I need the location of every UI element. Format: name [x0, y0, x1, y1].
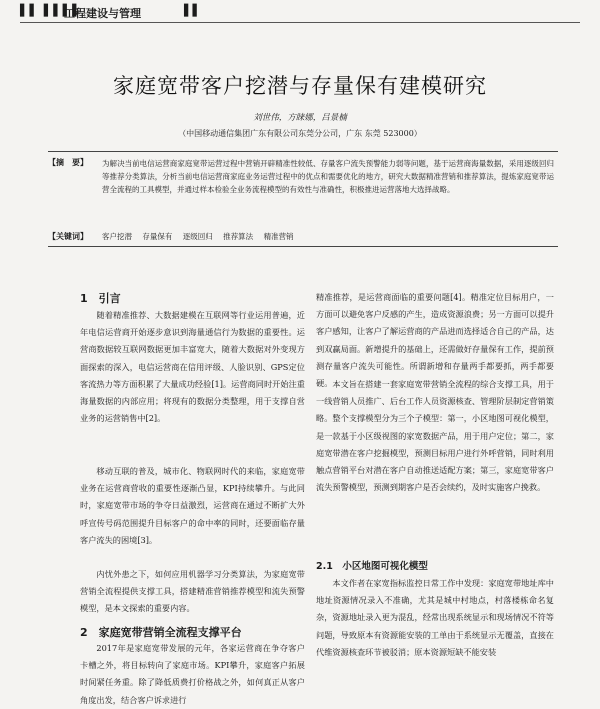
running-header — [20, 4, 580, 22]
abstract-top-rule — [48, 151, 558, 152]
paper-title: 家庭宽带客户挖潜与存量保有建模研究 — [113, 74, 487, 98]
keyword: 推荐算法 — [223, 232, 254, 241]
keyword: 存量保有 — [142, 232, 173, 241]
header-rule — [20, 22, 580, 23]
section-1-heading: 1 引言 — [80, 292, 121, 305]
paper-authors: 刘世伟，方睐娜，吕景楠 — [253, 113, 347, 123]
right-paragraph-1: 精准推荐，是运营商面临的重要问题[4]。精准定位目标用户，一方面可以避免客户反感的产生，造成资源浪费；另一方面可以提升客户感知，让客户了解运营商的产品进而选择适合自己的产品，达到双赢局面。新增提升的基础上，还需做好存量保有工作，提前预测存量客户流失可能性。所谓新增和存量两手都要抓，两手都要硬。 — [316, 292, 554, 389]
keywords-label: 【关键词】 — [48, 232, 88, 241]
header-end-marks: ▌▌ — [184, 4, 201, 17]
keyword: 逐级回归 — [182, 232, 213, 241]
keyword: 客户挖潜 — [102, 232, 132, 241]
section-1-paragraph-2: 移动互联的普及，城市化、物联网时代的来临，家庭宽带业务在运营商营收的重要性逐渐凸显，KPI持续攀升。与此同时，家庭宽带市场的争夺日益激烈，运营商在通过不断扩大外呼宣传号码范围提升目标客户的命中率的同时，还要面临存量客户流失的困境[3]。 — [80, 466, 305, 545]
abstract-text: 为解决当前电信运营商家庭宽带运营过程中营销开辟精准性较低、存量客户流失预警能力弱等问题，基于运营商海量数据，采用逐级回归等推荐分类算法，分析当前电信运营商家庭业务运营过程中的优点和需要优化的地方，研究大数据精准营销和推荐算法，提炼家庭宽带运营全流程的工具模型，并通过样本检验全业务流程模型的有效性与准确性，积极推进运营落地大选择战略。 — [102, 159, 554, 194]
section-1-paragraph-1: 随着精准推荐、大数据建模在互联网等行业运用普遍，近年电信运营商开始逐步意识到海量通信行为数据的重要性。运营商数据较互联网数据更加丰富宽大，随着大数据对外变现方面探索的深入，电信运营商在信用评级、人脸识别、GPS定位客流热力等方面积累了大量成功经验[1]。运营商同时开始注重海量数据的内部应用；将现有的数据分类整理，用于支撑自営业务的运营销售中[2]。 — [80, 310, 305, 424]
abstract-bottom-rule — [48, 246, 558, 247]
paper-affiliation: （中国移动通信集团广东有限公司东莞分公司，广东 东莞 523000） — [178, 129, 422, 138]
abstract-label: 【摘 要】 — [48, 158, 88, 167]
section-2-paragraph-1: 2017年是家庭宽带发展的元年，各家运营商在争夺客户卡槽之外，将目标转向了家庭市场。KPI攀升，家庭客户拓展时间紧任务重。除了降低质费打价格战之外，如何真正从客户角度出发，结合客户诉求进行 — [80, 643, 305, 705]
section-2-1-heading: 2.1 小区地图可视化模型 — [316, 561, 428, 572]
section-2-heading: 2 家庭宽带营销全流程支撑平台 — [80, 626, 242, 639]
header-section-title: 工程建设与管理 — [64, 7, 141, 20]
header-marks: ▌▌ ▌▌▌▌ — [20, 4, 82, 17]
keyword: 精准营销 — [263, 232, 294, 241]
section-2-1-paragraph: 本文作者在家宽指标监控日常工作中发现：家庭宽带地址库中地址资源情况录入不准确，尤其是城中村地点，村落楼栋命名复杂，资源地址录入更为混乱，经常出现系统显示和现场情况不符等问题，导致原本有资源能安装的工单由于系统显示无覆盖，直接在代维资源核查环节被驳消；原本资源短缺不能安装 — [316, 578, 554, 657]
keywords-list — [102, 231, 554, 242]
section-1-paragraph-3: 内忧外患之下，如何应用机器学习分类算法，为家庭宽带营销全流程提供支撑工具，搭建精准营销推荐模型和流失预警模型，是本文探索的重要内容。 — [80, 569, 305, 614]
right-paragraph-2: 本文旨在搭建一套家庭宽带营销全流程的综合支撑工具，用于一线营销人员推广、后台工作人员资源核查、管理阶层制定营销策略。整个支撑模型分为三个子模型：第一，小区地图可视化模型，是一款基于小区级视图的家宽数据产品，用于用户定位；第二，家庭宽带潜在客户挖掘模型，预测目标用户进行外呼营销，同时利用触点营销平台对潜在客户自动推送适配方案；第三，家庭宽带客户流失预警模型，预测到期客户是否会续约，及时实施客户挽救。 — [316, 379, 554, 493]
